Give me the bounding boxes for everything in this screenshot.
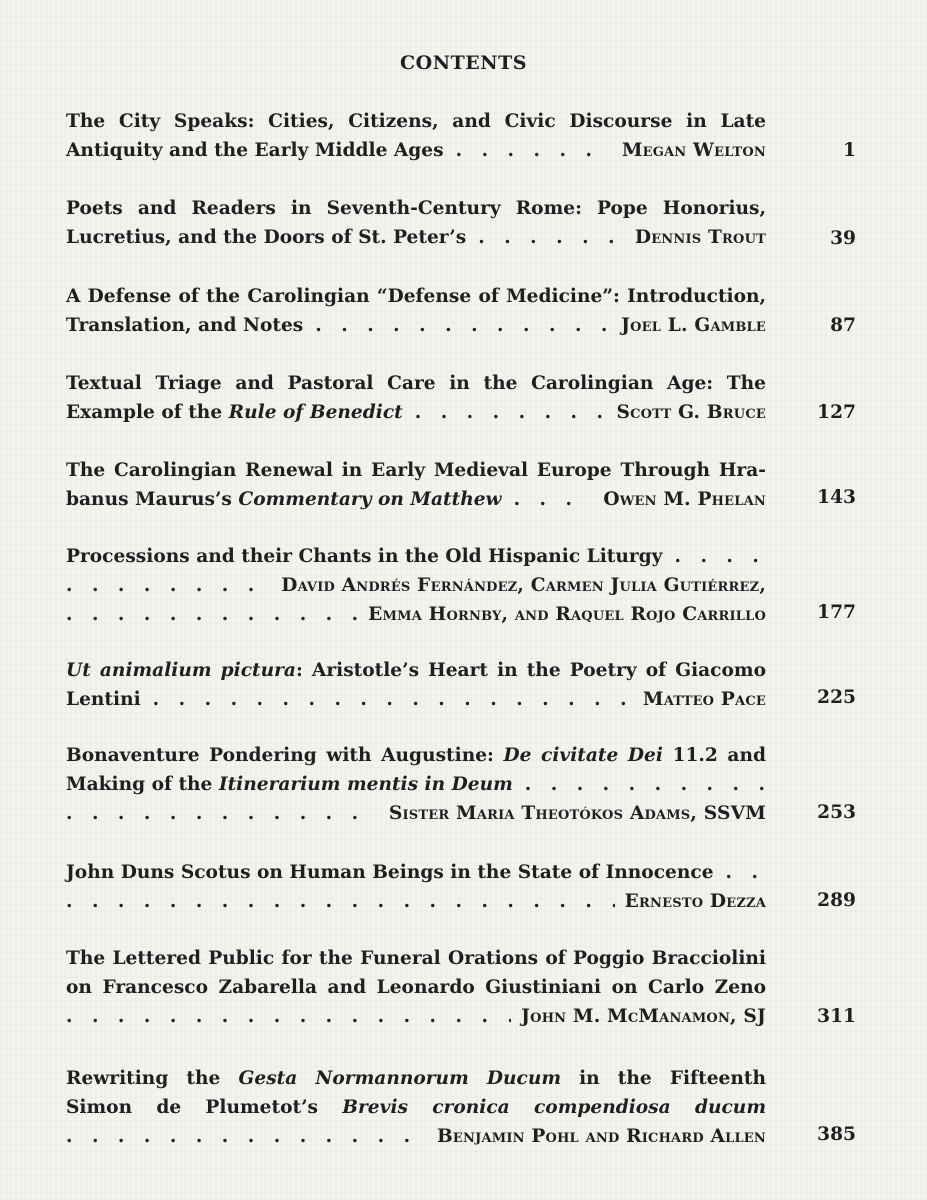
dot-leader	[456, 136, 612, 165]
entry-title-line: Making of the	[66, 774, 213, 795]
entry-title-italic: Brevis cronica compendiosa ducum	[342, 1097, 766, 1118]
entry-page-number: 253	[817, 802, 856, 823]
entry-title-line: The Lettered Public for the Funeral Orations of Poggio Bracciolini	[66, 948, 766, 969]
toc-entry[interactable]	[66, 1064, 766, 1151]
entry-author: Dennis Trout	[634, 227, 766, 248]
entry-title-italic: Itinerarium mentis in Deum	[218, 774, 513, 795]
dot-leader	[315, 311, 611, 340]
entry-title-line: John Duns Scotus on Human Beings in the State of Innocence	[66, 862, 714, 883]
entry-title-line: : Aristotle’s Heart in the Poetry of Giacomo	[295, 660, 766, 681]
entry-page-number: 385	[817, 1124, 856, 1145]
entry-title-line: banus Maurus’s	[66, 489, 232, 510]
dot-leader	[66, 799, 379, 828]
entry-author: Owen M. Phelan	[603, 489, 766, 510]
entry-title-line: Lentini	[66, 689, 141, 710]
entry-author: Megan Welton	[621, 140, 766, 161]
entry-title-italic: Commentary on Matthew	[238, 489, 502, 510]
entry-title-line: Translation, and Notes	[66, 315, 304, 336]
dot-leader	[675, 542, 767, 571]
entry-page-number: 1	[843, 140, 856, 161]
entry-title-line: on Francesco Zabarella and Leonardo Giustiniani on Carlo Zeno	[66, 977, 766, 998]
entry-title-line: Lucretius, and the Doors of St. Peter’s	[66, 227, 467, 248]
dot-leader	[514, 485, 594, 514]
dot-leader	[726, 858, 766, 887]
entry-title-line: Antiquity and the Early Middle Ages	[66, 140, 444, 161]
entry-page-number: 39	[830, 228, 856, 249]
entry-title-line: Example of the	[66, 402, 223, 423]
entry-title-line: Processions and their Chants in the Old Hispanic Liturgy	[66, 546, 663, 567]
entry-page-number: 177	[817, 602, 856, 623]
toc-entry[interactable]	[66, 656, 766, 714]
entry-title-line: Rewriting the	[66, 1068, 239, 1089]
entry-page-number: 225	[817, 687, 856, 708]
toc-entry[interactable]	[66, 107, 766, 165]
toc-entry[interactable]	[66, 456, 766, 514]
toc-entry[interactable]	[66, 944, 766, 1031]
toc-entry[interactable]	[66, 741, 766, 828]
dot-leader	[66, 887, 615, 916]
dot-leader	[415, 398, 607, 427]
dot-leader	[66, 1002, 511, 1031]
entry-title-line: A Defense of the Carolingian “Defense of Medicine”: Introduction,	[66, 286, 766, 307]
page-title: CONTENTS	[400, 52, 527, 74]
entry-author: John M. McManamon, SJ	[521, 1006, 766, 1027]
entry-title-italic: De civitate Dei	[503, 745, 663, 766]
entry-author: Matteo Pace	[642, 689, 766, 710]
entry-author: Ernesto Dezza	[624, 891, 766, 912]
entry-page-number: 311	[817, 1006, 856, 1027]
entry-title-line: 11.2 and	[672, 745, 766, 766]
dot-leader	[478, 223, 625, 252]
dot-leader	[66, 571, 271, 600]
entry-title-line: Simon de Plumetot’s	[66, 1097, 343, 1118]
entry-title-line: Textual Triage and Pastoral Care in the Carolingian Age: The	[66, 373, 766, 394]
dot-leader	[66, 600, 358, 629]
toc-entry[interactable]	[66, 194, 766, 252]
entry-title-italic: Rule of Benedict	[228, 402, 403, 423]
entry-title-line: The Carolingian Renewal in Early Medieval Europe Through Hra-	[66, 460, 766, 481]
entry-author: Joel L. Gamble	[621, 315, 766, 336]
entry-page-number: 127	[817, 402, 856, 423]
toc-entry[interactable]	[66, 542, 766, 629]
entry-author: Scott G. Bruce	[616, 402, 766, 423]
entry-title-italic: Ut animalium pictura	[66, 660, 296, 681]
entry-author: Emma Hornby, and Raquel Rojo Carrillo	[368, 604, 766, 625]
entry-author: Benjamin Pohl and Richard Allen	[437, 1126, 766, 1147]
dot-leader	[525, 770, 766, 799]
toc-entry[interactable]	[66, 282, 766, 340]
entry-title-line: Poets and Readers in Seventh-Century Rome: Pope Honorius,	[66, 198, 766, 219]
toc-entry[interactable]	[66, 858, 766, 916]
entry-author: David Andrés Fernández, Carmen Julia Gutiérrez,	[281, 575, 766, 596]
toc-entry[interactable]	[66, 369, 766, 427]
entry-author: Sister Maria Theotókos Adams, SSVM	[388, 803, 766, 824]
entry-page-number: 289	[817, 890, 856, 911]
entry-title-line: Bonaventure Pondering with Augustine:	[66, 745, 504, 766]
dot-leader	[153, 685, 633, 714]
entry-page-number: 143	[817, 487, 856, 508]
entry-title-italic: Gesta Normannorum Ducum	[238, 1068, 562, 1089]
dot-leader	[66, 1122, 427, 1151]
entry-title-line: The City Speaks: Cities, Citizens, and Civic Discourse in Late	[66, 111, 766, 132]
entry-title-line: in the Fifteenth	[579, 1068, 766, 1089]
entry-page-number: 87	[830, 315, 856, 336]
